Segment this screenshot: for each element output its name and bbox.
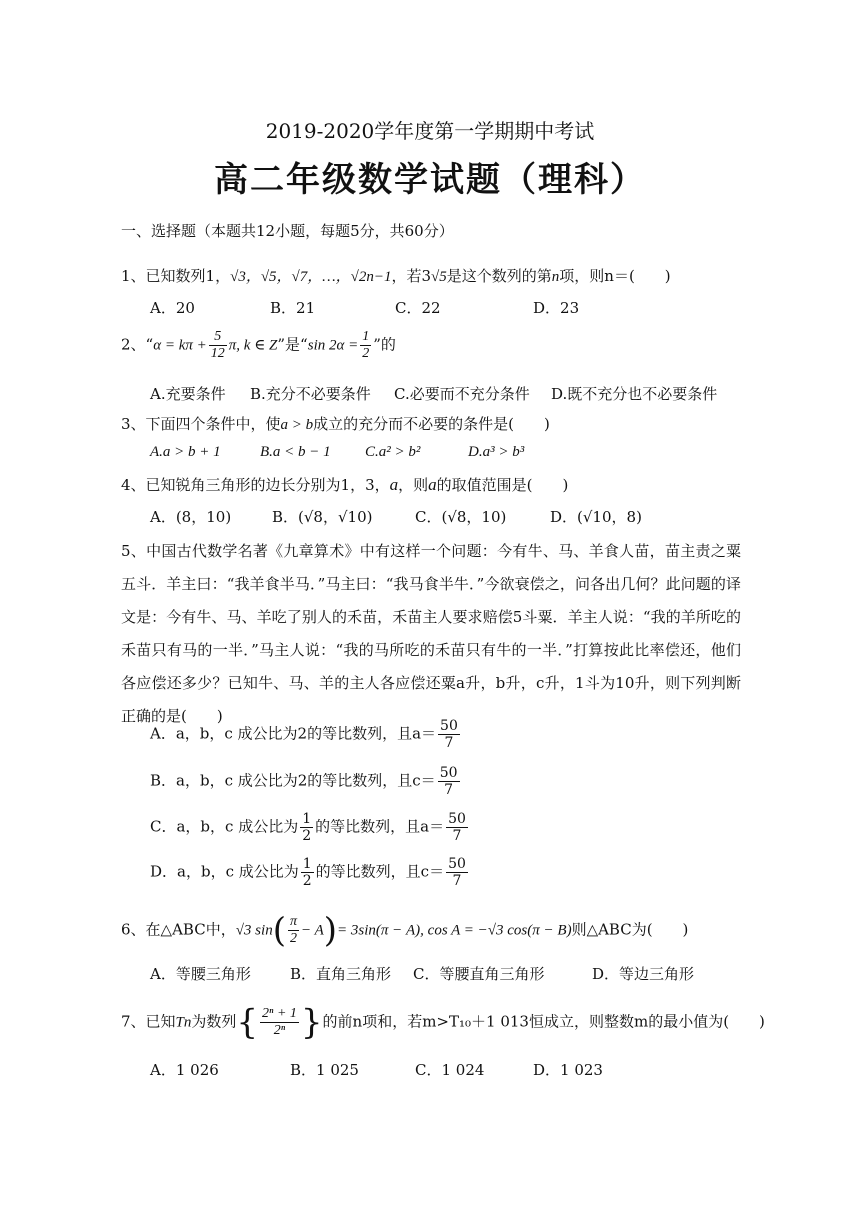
q6-option-c: C．等腰直角三角形	[413, 965, 545, 983]
q5-d-num: 50	[448, 856, 466, 872]
q7-text-pre: 7、已知	[121, 1012, 176, 1031]
q3-text-pre: 3、下面四个条件中，使	[121, 415, 281, 433]
q1-n: n	[551, 269, 560, 285]
q2-frac2-num: 1	[362, 329, 370, 344]
q4-var-a: a	[389, 475, 399, 494]
q5-b-fraction	[438, 765, 460, 798]
q5-c-text: C．a，b，c 成公比为	[150, 817, 299, 836]
q2-text-post: ”的	[373, 335, 396, 354]
q7-brace-left: {	[236, 1002, 259, 1043]
q6-option-b: B．直角三角形	[290, 965, 392, 983]
q5-d-ratio-num: 1	[302, 856, 312, 872]
q1-answer-blank: n＝( )	[604, 267, 671, 285]
q2-expr-c: sin 2α =	[307, 337, 359, 354]
q4-option-a: A．(8，10)	[150, 508, 232, 526]
question-1	[121, 266, 671, 287]
q7-option-a: A．1 026	[150, 1061, 219, 1079]
q5-d-ratio	[301, 856, 314, 889]
q6-frac-num: π	[289, 914, 297, 929]
q1-option-c: C．22	[395, 299, 441, 317]
q6-frac-den: 2	[289, 931, 297, 946]
q2-fraction	[209, 329, 227, 362]
q2-frac-den: 12	[210, 346, 225, 361]
q4-var-a2: a	[428, 475, 437, 494]
q3-option-a: A.a > b + 1	[150, 444, 221, 460]
q5-c-ratio-num: 1	[302, 811, 312, 827]
q1-option-d: D．23	[533, 299, 580, 317]
q4-option-b: B．(√8，√10)	[272, 508, 373, 526]
q2-frac-num: 5	[209, 329, 227, 346]
q2-fraction-2	[360, 329, 371, 362]
q5-option-b	[150, 765, 462, 798]
q5-option-d	[150, 856, 470, 889]
q5-a-text: A．a，b，c 成公比为2的等比数列，且a＝	[150, 724, 437, 743]
q6-option-d: D．等边三角形	[592, 965, 695, 983]
q1-option-a: A．20	[150, 299, 195, 317]
q1-text-post: 是这个数列的第	[446, 267, 552, 285]
q6-option-a: A．等腰三角形	[150, 965, 251, 983]
question-6	[121, 910, 689, 951]
q6-fraction	[288, 914, 299, 947]
q6-paren-left: (	[272, 910, 286, 951]
q1-option-b: B．21	[270, 299, 316, 317]
q5-c-ratio-den: 2	[302, 828, 312, 844]
q2-option-b: B.充分不必要条件	[250, 385, 371, 403]
q2-expr-a: α = kπ +	[153, 337, 207, 354]
q5-c-ratio	[300, 811, 313, 844]
q7-frac-num: 2ⁿ + 1	[262, 1006, 297, 1021]
q5-b-text: B．a，b，c 成公比为2的等比数列，且c＝	[150, 771, 436, 790]
q6-text-post: 则△ABC为( )	[571, 920, 689, 939]
q1-root: √5	[431, 269, 447, 285]
q7-fraction	[260, 1006, 299, 1039]
q2-option-d: D.既不充分也不必要条件	[551, 385, 718, 403]
q7-text-mid: 为数列	[191, 1012, 237, 1031]
q7-brace-right: }	[300, 1002, 323, 1043]
q7-tn: Tn	[175, 1014, 192, 1031]
q5-c-text-mid: 的等比数列，且a＝	[315, 817, 445, 836]
q1-text-post2: 项，则	[559, 267, 605, 285]
question-5: 5、中国古代数学名著《九章算术》中有这样一个问题：今有牛、马、羊食人苗，苗主责之粟五斗．羊主曰：“我羊食半马．”马主曰：“我马食半牛．”今欲衰偿之，问各出几何？此问题的译文是：今有牛、马、羊吃了别人的禾苗，禾苗主人要求赔偿5斗粟．羊主人说：“我的羊所吃的禾苗只有马的一半．”马主人说：“我的马所吃的禾苗只有牛的一半．”打算按此比率偿还，他们各应偿还多少？已知牛、马、羊的主人各应偿还粟a升，b升，c升，1斗为10升，则下列判断正确的是( )	[121, 542, 741, 725]
question-3	[121, 414, 550, 435]
question-4	[121, 475, 568, 495]
q2-frac2-den: 2	[362, 346, 370, 361]
q4-text-pre: 4、已知锐角三角形的边长分别为1，3，	[121, 476, 390, 494]
q5-b-den: 7	[444, 782, 454, 798]
q5-d-text-mid: 的等比数列，且c＝	[315, 862, 445, 881]
q5-d-text: D．a，b，c 成公比为	[150, 862, 299, 881]
q5-a-num: 50	[440, 718, 458, 734]
q5-option-c	[150, 811, 470, 844]
q7-option-c: C．1 024	[415, 1061, 485, 1079]
q4-option-c: C．(√8，10)	[415, 508, 507, 526]
q4-text-post: 的取值范围是( )	[436, 476, 569, 494]
question-7	[121, 1002, 765, 1043]
q6-expr-a: √3 sin	[235, 922, 273, 939]
q2-option-a: A.充要条件	[150, 385, 226, 403]
exam-subtitle: 高二年级数学试题（理科）	[214, 160, 646, 200]
q5-option-a	[150, 718, 462, 751]
q3-expr: a > b	[280, 417, 314, 433]
q3-option-b: B.a < b − 1	[260, 444, 331, 460]
q6-paren-right: )	[323, 910, 338, 951]
q5-b-num: 50	[439, 765, 458, 781]
q1-sequence: √3，√5，√7，…，√2n−1	[230, 269, 392, 285]
q3-text-post: 成立的充分而不必要的条件是( )	[313, 415, 550, 433]
q5-d-ratio-den: 2	[302, 873, 312, 889]
q6-expr-c: = 3sin(π − A), cos A = −√3 cos(π − B)	[337, 922, 572, 939]
q2-expr-b: π, k ∈ Z	[228, 337, 278, 354]
q5-a-fraction	[438, 718, 460, 751]
section-heading: 一、选择题（本题共12小题，每题5分，共60分）	[121, 222, 454, 240]
q4-text-mid: ，则	[398, 476, 429, 494]
exam-title: 2019-2020学年度第一学期期中考试	[265, 119, 595, 143]
q7-option-d: D．1 023	[533, 1061, 603, 1079]
q4-option-d: D．(√10，8)	[550, 508, 642, 526]
q5-a-den: 7	[444, 735, 454, 751]
question-2	[121, 329, 396, 362]
q1-text-pre: 1、已知数列1，	[121, 267, 231, 285]
q3-option-d: D.a³ > b³	[468, 444, 525, 460]
q5-c-den: 7	[452, 828, 462, 844]
q2-option-c: C.必要而不充分条件	[394, 385, 530, 403]
q5-d-fraction	[446, 856, 468, 889]
q2-text-mid: ”是“	[277, 335, 308, 354]
q5-c-num: 50	[448, 811, 466, 827]
q2-text-pre: 2、“	[121, 335, 154, 354]
q7-option-b: B．1 025	[290, 1061, 359, 1079]
q5-c-fraction	[446, 811, 468, 844]
q7-text-post: 的前n项和，若m>T₁₀＋1 013恒成立，则整数m的最小值为( )	[322, 1012, 765, 1031]
q6-expr-b: − A	[300, 922, 324, 939]
q6-text-pre: 6、在△ABC中，	[121, 920, 236, 939]
q1-text-mid: ，若3	[391, 267, 432, 285]
q5-d-den: 7	[452, 873, 462, 889]
q3-option-c: C.a² > b²	[365, 444, 421, 460]
q7-frac-den: 2ⁿ	[273, 1023, 286, 1038]
